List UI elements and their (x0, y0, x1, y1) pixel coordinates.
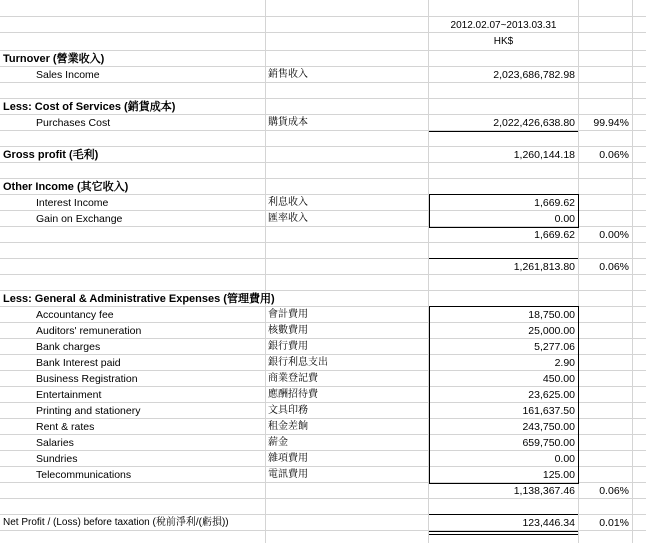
expenses-total-pct: 0.06% (599, 485, 629, 497)
purchases-cost-cn: 購貨成本 (268, 117, 308, 128)
purchases-cost-value: 2,022,426,638.80 (493, 117, 575, 129)
double-underline-rule (429, 534, 578, 535)
expense-value: 161,637.50 (522, 405, 575, 417)
net-profit-title: Net Profit / (Loss) before taxation (稅前淨利/(虧損)) (3, 517, 229, 528)
other-income-item-cn: 利息收入 (268, 197, 308, 208)
expense-value: 0.00 (554, 453, 575, 465)
expense-label: Auditors' remuneration (36, 325, 142, 337)
gross-profit-title: Gross profit (毛利) (3, 149, 99, 161)
expense-label: Telecommunications (36, 469, 132, 481)
purchases-cost-label: Purchases Cost (36, 117, 111, 129)
sales-income-label: Sales Income (36, 69, 100, 81)
expense-cn: 核數費用 (268, 325, 308, 336)
other-income-item-value: 1,669.62 (534, 197, 575, 209)
currency-header: HK$ (493, 36, 514, 47)
expense-cn: 租金差餉 (268, 421, 308, 432)
other-income-total-pct: 0.00% (599, 229, 629, 241)
other-income-title: Other Income (其它收入) (3, 181, 129, 193)
other-income-item-cn: 匯率收入 (268, 213, 308, 224)
purchases-cost-pct: 99.94% (593, 117, 629, 129)
expense-label: Bank Interest paid (36, 357, 121, 369)
expense-value: 18,750.00 (528, 309, 575, 321)
expense-value: 243,750.00 (522, 421, 575, 433)
subtotal-value: 1,261,813.80 (513, 261, 575, 273)
expenses-title: Less: General & Administrative Expenses (管理費用) (3, 293, 275, 305)
net-profit-pct: 0.01% (599, 517, 629, 529)
expense-cn: 應酬招待費 (268, 389, 318, 400)
expense-cn: 銀行費用 (268, 341, 308, 352)
expense-label: Accountancy fee (36, 309, 114, 321)
period-header: 2012.02.07~2013.03.31 (450, 20, 557, 31)
expense-value: 2.90 (554, 357, 575, 369)
expense-cn: 商業登記費 (268, 373, 318, 384)
grid-row-line (0, 16, 646, 17)
cost-of-services-title: Less: Cost of Services (銷貨成本) (3, 101, 176, 113)
expense-cn: 會計費用 (268, 309, 308, 320)
other-income-item-label: Gain on Exchange (36, 213, 123, 225)
expense-cn: 銀行利息支出 (268, 357, 328, 368)
expense-cn: 雜項費用 (268, 453, 308, 464)
expense-label: Printing and stationery (36, 405, 141, 417)
sales-income-value: 2,023,686,782.98 (493, 69, 575, 81)
other-income-item-label: Interest Income (36, 197, 109, 209)
subtotal-pct: 0.06% (599, 261, 629, 273)
expense-value: 5,277.06 (534, 341, 575, 353)
expense-value: 450.00 (542, 373, 575, 385)
expenses-total: 1,138,367.46 (513, 485, 575, 497)
expense-value: 659,750.00 (522, 437, 575, 449)
expense-label: Bank charges (36, 341, 101, 353)
underline-rule (429, 131, 578, 132)
expense-cn: 薪金 (268, 437, 288, 448)
double-underline-rule (429, 531, 578, 532)
expense-cn: 文具印務 (268, 405, 308, 416)
expense-label: Salaries (36, 437, 74, 449)
gross-profit-value: 1,260,144.18 (513, 149, 575, 161)
expense-value: 23,625.00 (528, 389, 575, 401)
expense-value: 25,000.00 (528, 325, 575, 337)
net-profit-value: 123,446.34 (522, 517, 575, 529)
expense-label: Entertainment (36, 389, 102, 401)
expense-label: Rent & rates (36, 421, 95, 433)
other-income-total: 1,669.62 (534, 229, 575, 241)
expense-cn: 電訊費用 (268, 469, 308, 480)
expense-label: Sundries (36, 453, 78, 465)
expense-label: Business Registration (36, 373, 138, 385)
other-income-item-value: 0.00 (554, 213, 575, 225)
sales-income-cn: 銷售收入 (268, 69, 308, 80)
turnover-title: Turnover (營業收入) (3, 53, 105, 65)
gross-profit-pct: 0.06% (599, 149, 629, 161)
expense-value: 125.00 (542, 469, 575, 481)
